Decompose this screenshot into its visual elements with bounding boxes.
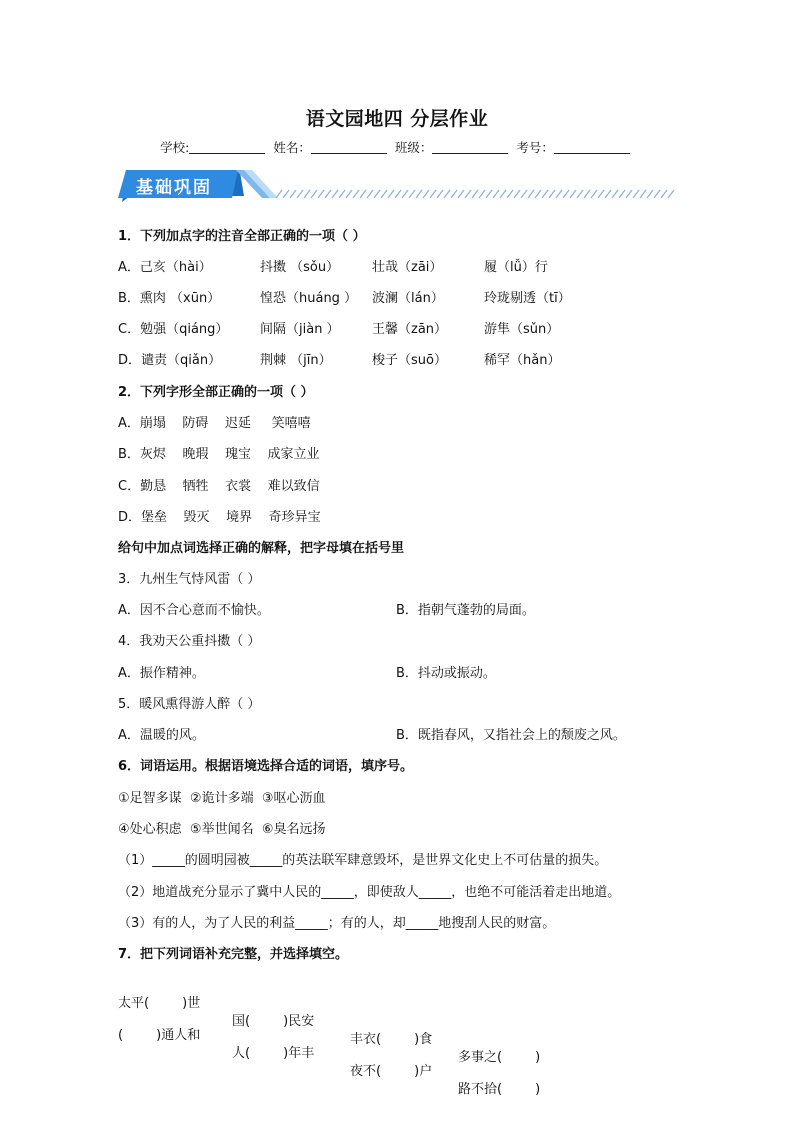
question-2-option-a[interactable]: A．崩塌 防碍 迟延 笑嘻嘻 (118, 416, 311, 431)
option-part: B．熏肉 （xūn） (118, 291, 221, 306)
option-part: 玲珑剔透（tī） (484, 291, 571, 306)
school-label: 学校: (160, 140, 190, 155)
question-2-option-d[interactable]: D．堡垒 毁灭 境界 奇珍异宝 (118, 510, 321, 525)
exam-number-label: 考号： (516, 140, 554, 155)
name-label: 姓名： (273, 140, 311, 155)
question-3-stem: 3．九州生气恃风雷（ ） (118, 572, 261, 587)
question-2-stem: 2．下列字形全部正确的一项（ ） (118, 385, 314, 400)
idiom-blank-item[interactable]: 国( )民安 (232, 1014, 315, 1029)
option-part: D．谴责（qiǎn） (118, 353, 222, 368)
question-5-stem: 5．暖风熏得游人醉（ ） (118, 697, 261, 712)
question-6-stem: 6．词语运用。根据语境选择合适的词语，填序号。 (118, 759, 414, 774)
idiom-blank-item[interactable]: 路不拾( ) (458, 1082, 541, 1097)
option-part: 抖擞 （sǒu） (260, 260, 340, 275)
question-6-choices-2: ④处心积虑 ⑤举世闻名 ⑥臭名远扬 (118, 822, 326, 837)
question-4-stem: 4．我劝天公重抖擞（ ） (118, 634, 261, 649)
question-1-stem: 1．下列加点字的注音全部正确的一项（ ） (118, 229, 366, 244)
question-6-sentence-2[interactable]: （2）地道战充分显示了冀中人民的_____，即使敌人_____，也绝不可能活着走出地道。 (118, 885, 621, 900)
option-part: 王馨（zān） (372, 322, 448, 337)
question-1-option-d[interactable] (118, 352, 678, 370)
question-4-option-b[interactable]: B．抖动或振动。 (396, 666, 496, 681)
question-3-option-a[interactable]: A．因不合心意而不愉快。 (118, 603, 270, 618)
question-6-sentence-3[interactable]: （3）有的人，为了人民的利益_____；有的人，却_____地搜刮人民的财富。 (118, 916, 556, 931)
option-part: 稀罕（hǎn） (484, 353, 561, 368)
idiom-blank-item[interactable]: 太平( )世 (118, 996, 201, 1011)
class-blank[interactable] (432, 140, 508, 154)
question-6-choices-1: ①足智多谋 ②诡计多端 ③呕心沥血 (118, 791, 326, 806)
exam-number-blank[interactable] (554, 140, 630, 154)
option-part: 壮哉（zāi） (372, 260, 443, 275)
question-2-option-b[interactable]: B．灰烬 晚瑕 瑰宝 成家立业 (118, 447, 320, 462)
question-4-option-a[interactable]: A．振作精神。 (118, 666, 205, 681)
idiom-blank-item[interactable]: 多事之( ) (458, 1050, 541, 1065)
option-part: 惶恐（huáng ） (260, 291, 358, 306)
section-instruction: 给句中加点词选择正确的解释，把字母填在括号里 (118, 541, 405, 556)
name-blank[interactable] (311, 140, 387, 154)
question-3-option-b[interactable]: B．指朝气蓬勃的局面。 (396, 603, 535, 618)
option-part: A．己亥（hài） (118, 260, 212, 275)
question-6-sentence-1[interactable]: （1）_____的圆明园被_____的英法联军肆意毁坏，是世界文化史上不可估量的损失。 (118, 853, 608, 868)
question-5-option-a[interactable]: A．温暖的风。 (118, 728, 205, 743)
page-title: 语文园地四 分层作业 (305, 108, 489, 130)
school-blank[interactable] (189, 140, 265, 154)
idiom-blank-item[interactable]: 人( )年丰 (232, 1046, 315, 1061)
option-part: C．勉强（qiáng） (118, 322, 229, 337)
idiom-blank-item[interactable]: ( )通人和 (118, 1028, 201, 1043)
question-2-option-c[interactable]: C．勤恳 牺牲 衣裳 难以致信 (118, 479, 320, 494)
question-5-option-b[interactable]: B．既指春风，又指社会上的颓废之风。 (396, 728, 626, 743)
class-label: 班级： (394, 140, 433, 155)
question-1-option-c[interactable] (118, 321, 678, 339)
question-1-option-b[interactable] (118, 290, 678, 308)
student-info-line (0, 138, 794, 156)
banner-label: 基础巩固 (136, 178, 212, 198)
question-1-option-a[interactable] (118, 259, 678, 277)
option-part: 间隔（jiàn ） (260, 322, 340, 337)
idiom-blank-item[interactable]: 夜不( )户 (350, 1064, 433, 1079)
option-part: 游隼（sǔn） (484, 322, 560, 337)
option-part: 荆棘 （jīn） (260, 353, 332, 368)
idiom-blank-item[interactable]: 丰衣( )食 (350, 1032, 433, 1047)
section-banner (118, 166, 678, 210)
option-part: 履（lǚ）行 (484, 260, 548, 275)
question-7-stem: 7．把下列词语补充完整，并选择填空。 (118, 947, 349, 962)
option-part: 波澜（lán） (372, 291, 444, 306)
option-part: 梭子（suō） (372, 353, 447, 368)
